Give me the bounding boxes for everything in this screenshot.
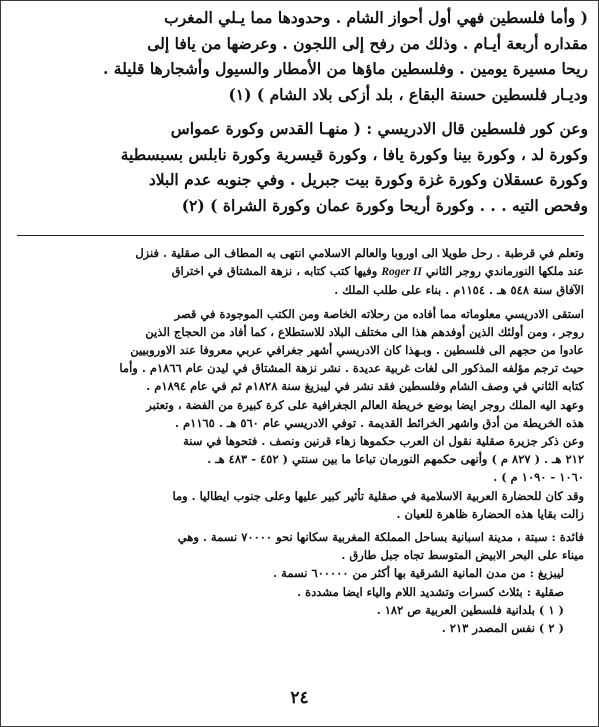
footnote-line: وتعلم في قرطبة . رحل طويلا الى اوروبا والعالم الاسلامي انتهى به المطاف الى صقلية . فنزل — [135, 246, 584, 260]
footnote-line: وعهد اليه الملك روجر ايضا بوضع خريطة العالم الجغرافية على كرة كبيرة من الفضة ، وتعتبر — [146, 397, 584, 412]
main-text — [15, 5, 588, 218]
footnote-text: عند ملكها النورماندي روجر الثاني — [425, 264, 584, 279]
main-line: وفحص التيه . . . وكورة أريحا وكورة عمان وكورة الشراة ) (٢) — [181, 195, 588, 215]
footnote-line: عادوا من حجهم الى فلسطين . وبـهذا كان الادريسي أشهر جغرافي عربي معروفا عند الاوروبيين — [130, 343, 584, 358]
main-line: وديـار فلسطين حسنة البقاع ، بلد أزكى بلاد الشام ) (١) — [228, 84, 588, 104]
main-line: ( وأما فلسطين فهي أول أحواز الشام . وحدودها مما يـلي المغرب — [164, 8, 588, 27]
footnotes — [15, 244, 584, 637]
footnote-line: استقى الادريسي معلوماته مما أفاده من رحلاته الخاصة ومن الكتب الموجودة في قصر — [174, 306, 584, 321]
main-line: مقداره أربعة أيـام . وذلك من رفح إلى اللجون . وعرضها من يافا إلى — [147, 33, 588, 53]
roger-latin-name: Roger II — [381, 266, 422, 279]
footnote-line: ١٠٦٠ - ١٠٩٠ م ) . — [493, 470, 584, 485]
footnote-line: روجر ، ومن أولئك الذين أوفدهم هذا الى مختلف البلاد للاستطلاع ، كما أفاد من الحجاج الذين — [145, 324, 584, 339]
footnote-line: الآفاق سنة ٥٤٨ هـ . ١١٥٤م . بناء على طلب الملك . — [334, 283, 584, 298]
footnote-line: كتابه الثاني في وصف الشام وفلسطين فقد نشر في ليبزيغ سنة ١٨٢٨م ثم في عام ١٨٩٤م . — [146, 379, 584, 394]
page-number: ٢٤ — [290, 688, 309, 708]
footnote-line: ميناء على البحر الابيض المتوسط تجاه جبل طارق . — [341, 548, 584, 563]
footnote-line — [15, 262, 584, 281]
footnote-divider — [17, 235, 584, 236]
footnote-line: ٢١٢ هـ . ( ٨٢٧ م ) وأنهى حكمهم النورمان تباعا ما بين سنتي ( ٤٥٢ - ٤٨٣ هـ . — [207, 452, 584, 467]
footnote-line: هذه الخريطة من أدق واشهر الخرائط القديمة . توفي الادريسي عام ٥٦٠ هـ . ١١٦٥م . — [175, 415, 584, 430]
footnote-text: وفيها كتب كتابه ، نزهة المشتاق في اختراق — [171, 264, 378, 279]
footnote-line: ليبزيغ : من مدن المانية الشرقية بها أكثر من ٦٠٠٠٠٠ نسمة . — [273, 566, 564, 581]
main-line: وعن كور فلسطين قال الادريسي : ( منهـا القدس وكورة عمواس — [170, 119, 588, 138]
footnote-line: وقد كان للحضارة العربية الاسلامية في صقلية تأثير كبير عليها وعلى جنوب ايطاليا . وما — [172, 488, 584, 503]
footnote-line: صقلية : بثلاث كسرات وتشديد اللام والياء ايضا مشددة . — [297, 584, 564, 599]
main-line: وكورة عسقلان وكورة غزة وكورة بيت جبريل . وفي جنوبه عدم البلاد — [148, 170, 588, 189]
main-line: وكورة لد ، وكورة بينا وكورة يافا ، وكورة قيسرية وكورة نابلس بسبسطية — [120, 144, 588, 164]
reference-line: ( ٢ ) نفس المصدر ٢١٣ . — [441, 621, 564, 636]
footnote-line: حيث ترجم مؤلفه المذكور الى لغات غربية عديدة . نشر نزهة المشتاق في ليدن عام ١٨٦٦م . وأما — [119, 361, 584, 376]
reference-line: ( ١ ) بلدانية فلسطين العربية ص ١٨٢ . — [376, 602, 564, 617]
footnote-line: زالت بقايا هذه الحضارة ظاهرة للعيان . — [396, 506, 584, 521]
footnote-line: فائدة : سبتة ، مدينة اسبانية بساحل المملكة المغربية سكانها نحو ٧٠٠٠٠ نسمة . وهي — [177, 530, 584, 545]
footnote-line: وعن ذكر جزيرة صقلية نقول ان العرب حكموها زهاء قرنين ونصف . فتحوها في سنة — [183, 434, 584, 449]
main-line: ريحا مسيرة يومين . وفلسطين ماؤها من الأمطار والسيول وأشجارها قليلة . — [102, 59, 588, 78]
